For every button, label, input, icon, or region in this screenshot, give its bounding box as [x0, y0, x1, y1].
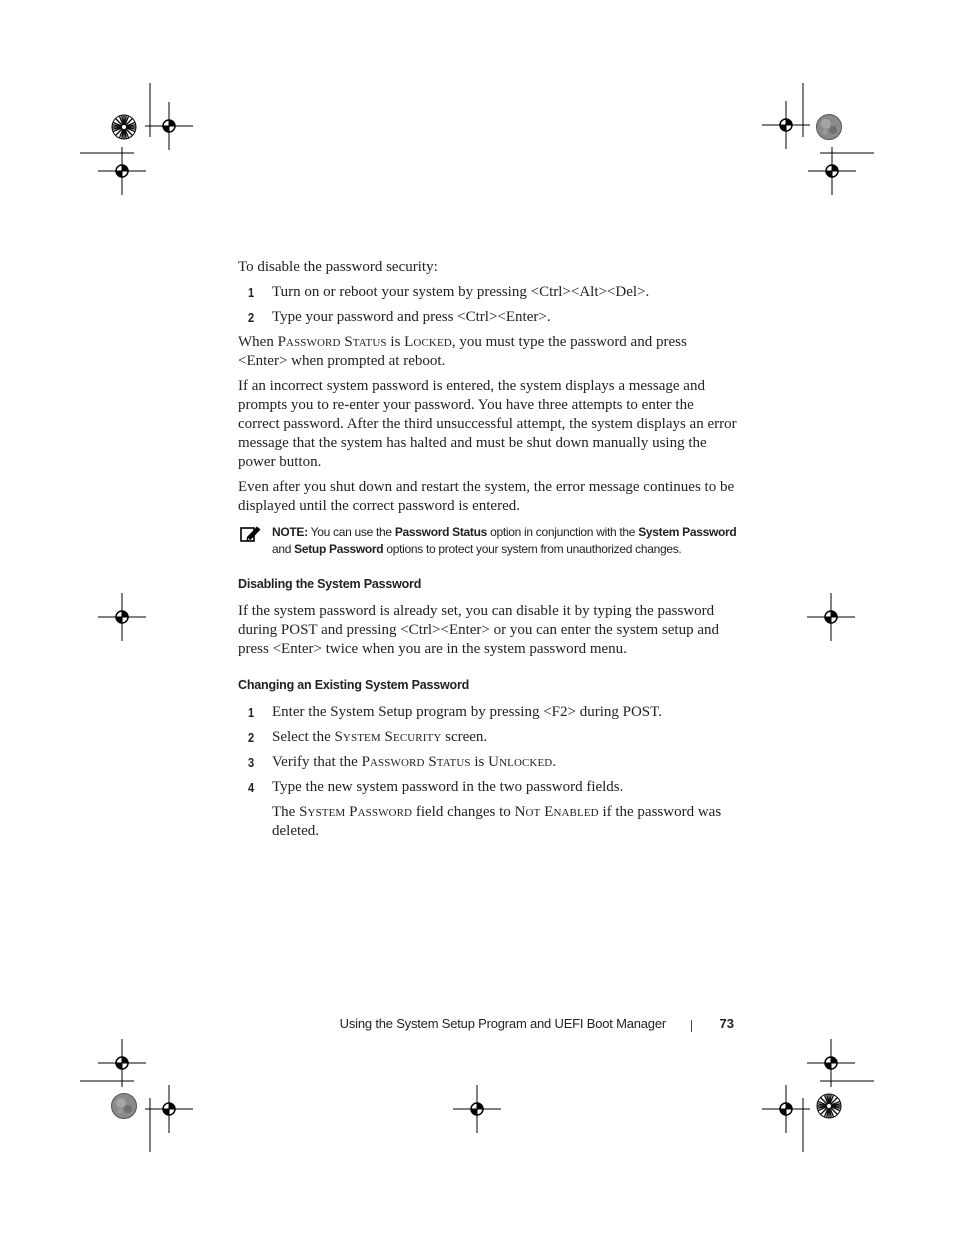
- term-system-security: System Security: [334, 729, 442, 745]
- note-term: Setup Password: [294, 542, 384, 556]
- text-run: options to protect your system from unauthorized changes.: [383, 542, 682, 556]
- step-number: 2: [248, 730, 255, 745]
- list-item: [238, 778, 738, 797]
- term-not-enabled: Not Enabled: [514, 804, 599, 820]
- term-locked: Locked: [404, 334, 452, 350]
- note-box: [238, 524, 738, 558]
- step-text: [272, 754, 556, 770]
- term-system-password: System Password: [299, 804, 413, 820]
- list-item: [238, 753, 738, 772]
- note-term: Password Status: [394, 525, 488, 539]
- footer-title: Using the System Setup Program and UEFI Boot Manager: [339, 1016, 666, 1031]
- text-run: Select the: [272, 729, 335, 745]
- text-run: Verify that the: [272, 754, 362, 770]
- text-run: When: [238, 334, 278, 350]
- step-text: Enter the System Setup program by pressing <F2> during POST.: [272, 704, 662, 720]
- list-item: [238, 308, 738, 327]
- term-unlocked: Unlocked: [488, 754, 553, 770]
- incorrect-password-paragraph: If an incorrect system password is entered, the system displays a message and prompts you to re-enter your password. You have three attempts to enter the correct password. After the third unsuccessful attempt, the system displays an error message that the system has halted and must be shut down manually using the power button.: [238, 378, 737, 470]
- pencil-note-icon: [240, 525, 262, 543]
- list-item: [238, 703, 738, 722]
- step-text: Type your password and press <Ctrl><Enter>.: [272, 309, 551, 325]
- text-run: , you must type the password and press <Enter> when prompted at reboot.: [238, 334, 687, 369]
- locked-paragraph: [238, 333, 738, 371]
- text-run: screen.: [441, 729, 488, 745]
- step-text: Type the new system password in the two password fields.: [272, 779, 624, 795]
- text-run: You can use the: [307, 525, 395, 539]
- text-run: option in conjunction with the: [487, 525, 639, 539]
- list-item: [238, 728, 738, 747]
- text-run: field changes to: [412, 804, 515, 820]
- step-number: 2: [248, 310, 255, 325]
- text-run: The: [272, 804, 300, 820]
- text-run: and: [272, 542, 295, 556]
- step-number: 1: [248, 705, 255, 720]
- restart-paragraph: Even after you shut down and restart the system, the error message continues to be displayed until the correct password is entered.: [238, 479, 735, 514]
- text-run: is: [470, 754, 489, 770]
- disabling-paragraph: If the system password is already set, you can disable it by typing the password during POST and pressing <Ctrl><Enter> or you can enter the system setup and press <Enter> twice when you are in the system password menu.: [238, 603, 719, 657]
- step-4-note: [238, 803, 738, 841]
- page-content: [238, 258, 738, 847]
- footer-divider: [691, 1020, 692, 1032]
- step-number: 4: [248, 780, 255, 795]
- page-number: 73: [719, 1016, 734, 1031]
- note-label: NOTE:: [272, 525, 308, 539]
- list-item: [238, 283, 738, 302]
- page-footer: [300, 1016, 736, 1034]
- term-password-status: Password Status: [361, 754, 471, 770]
- step-text: Turn on or reboot your system by pressing <Ctrl><Alt><Del>.: [272, 284, 650, 300]
- text-run: .: [552, 754, 557, 770]
- step-number: 3: [248, 755, 255, 770]
- step-number: 1: [248, 285, 255, 300]
- note-term: System Password: [638, 525, 737, 539]
- text-run: if the password was deleted.: [272, 804, 722, 839]
- section-heading-disabling: Disabling the System Password: [238, 577, 422, 591]
- step-text: [272, 729, 487, 745]
- text-run: is: [386, 334, 405, 350]
- term-password-status: Password Status: [277, 334, 387, 350]
- section-heading-changing: Changing an Existing System Password: [238, 678, 470, 692]
- intro-text: To disable the password security:: [238, 259, 438, 275]
